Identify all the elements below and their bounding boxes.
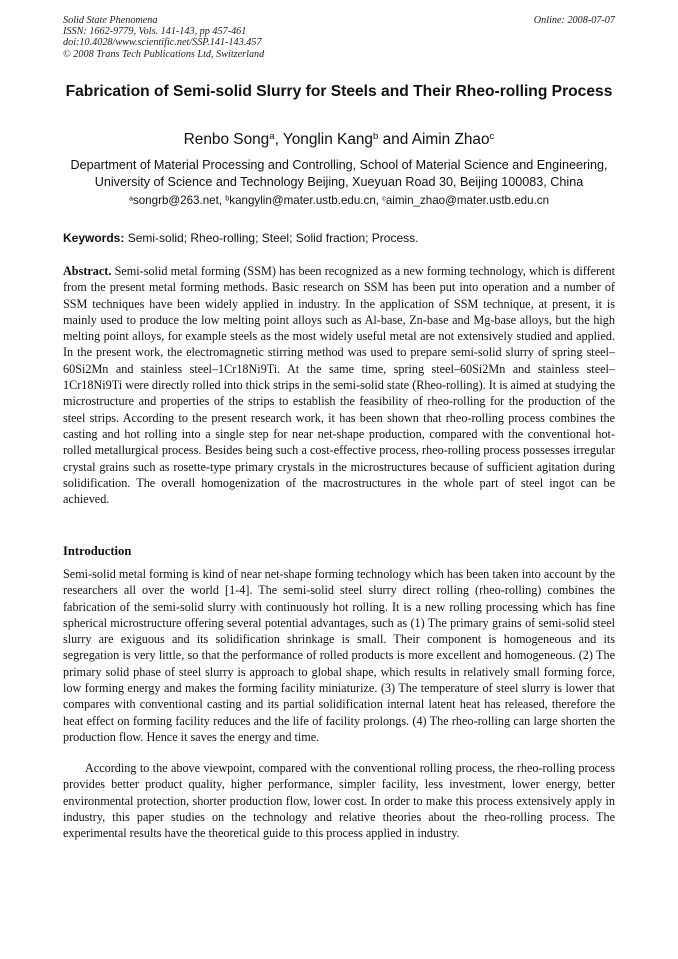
paper-title: Fabrication of Semi-solid Slurry for Steels and Their Rheo-rolling Process	[65, 83, 613, 100]
keywords-text: Semi-solid; Rheo-rolling; Steel; Solid fraction; Process.	[124, 231, 419, 245]
author-name: Yonglin Kang	[282, 131, 373, 148]
issn-line: ISSN: 1662-9779, Vols. 141-143, pp 457-461	[63, 26, 247, 38]
abstract	[63, 263, 615, 507]
affiliation-line: Department of Material Processing and Controlling, School of Material Science and Engineering,	[70, 158, 608, 172]
email-list	[63, 194, 615, 208]
journal-name: Solid State Phenomena	[63, 15, 158, 26]
email-address[interactable]: kangylin@mater.ustb.edu.cn	[229, 194, 376, 207]
abstract-text: Semi-solid metal forming (SSM) has been recognized as a new forming technology, which is different from the present metal forming methods. Basic research on SSM has been put into operation and a number of SSM techniques have been widely applied in industry. In the application of SSM technique, at present, it is mainly used to produce the low melting point alloys such as Al-base, Zn-base and Mg-base alloys, but the high melting point alloys, for example steels as the most widely useful metal are not extensively studied and applied. In the present work, the electromagnetic stirring method was used to prepare semi-solid slurry of spring steel–60Si2Mn and stainless steel–1Cr18Ni9Ti. At the same time, spring steel–60Si2Mn and stainless steel–1Cr18Ni9Ti were directly rolled into thick strips in the semi-solid state (Rheo-rolling). It is aimed at studying the microstructure and properties of the strips to establish the feasibility of rheo-rolling for the production of the steel strips. According to the present research work, it has been shown that rheo-rolling process combines the casting and hot rolling into a single step for near net-shape production, compared with the conventional hot-rolled metallurgical process. Besides being such a cost-effective process, rheo-rolling process possesses irregular crystal grains such as rosette-type primary crystals in the microstructures because of sufficient agitation during solidification. The overall homogenization of the macrostructures in the whole part of steel ingot can be achieved.	[63, 264, 615, 507]
abstract-label: Abstract.	[63, 264, 112, 278]
copyright-line: © 2008 Trans Tech Publications Ltd, Switzerland	[63, 48, 265, 60]
author-affil-mark: b	[373, 131, 379, 143]
journal-header	[63, 15, 264, 60]
affiliation-line: University of Science and Technology Beijing, Xueyuan Road 30, Beijing 100083, China	[94, 174, 584, 189]
affiliation	[63, 157, 615, 191]
email-separator: ,	[375, 194, 383, 207]
email-address[interactable]: songrb@263.net	[132, 194, 219, 207]
author-affil-mark: a	[269, 131, 275, 143]
email-mark: c	[382, 193, 386, 203]
author-separator: and	[378, 131, 412, 148]
author-list	[63, 131, 615, 149]
email-mark: b	[225, 193, 230, 203]
keywords	[63, 231, 615, 245]
email-address[interactable]: aimin_zhao@mater.ustb.edu.cn	[385, 194, 550, 207]
section-heading-introduction: Introduction	[63, 544, 132, 558]
author-name: Aimin Zhao	[411, 131, 490, 148]
introduction-paragraph: Semi-solid metal forming is kind of near net-shape forming technology which has been taken into account by the researchers all over the world [1-4]. The semi-solid steel slurry direct rolling (rheo-rolling) combines the fabrication of the semi-solid slurry with continuously hot rolling. It is a new rolling processing which has fine spherical microstructure offering several potential advantages, such as (1) The primary grains of semi-solid steel slurry are exiguous and its solidification shrinkage is small. Their component is homogeneous and its segregation is very little, so that the performance of rolled products is more excellent and homogeneous. (2) The primary solid phase of steel slurry is approach to global shape, which results in relatively small forming force, low forming energy and makes the forming facility miniaturize. (3) The temperature of steel slurry is lower that compares with conventional casting and its partial solidification internal latent heat has released, therefore the heat effect on forming facility reduces and the life of facility prolongs. (4) The rheo-rolling can large shorten the production flow. Hence it saves the energy and time.	[63, 567, 615, 744]
email-separator: ,	[218, 194, 226, 207]
keywords-label: Keywords:	[63, 231, 125, 245]
author-affil-mark: c	[489, 131, 495, 143]
doi-line[interactable]: doi:10.4028/www.scientific.net/SSP.141-143.457	[63, 37, 262, 49]
author-name: Renbo Song	[183, 131, 270, 148]
email-mark: a	[128, 193, 133, 203]
online-date: Online: 2008-07-07	[533, 15, 615, 26]
author-separator: ,	[274, 131, 283, 148]
introduction-paragraph: According to the above viewpoint, compared with the conventional rolling process, the rheo-rolling process provides better product quality, higher performance, simpler facility, less investment, lower energy, better environmental protection, shorter production flow, lower cost. In order to make this process extensively apply in industry, this paper studies on the technology and relative theories about the rheo-rolling process. The experimental results have the theoretical guide to this process applied in industry.	[63, 761, 615, 841]
